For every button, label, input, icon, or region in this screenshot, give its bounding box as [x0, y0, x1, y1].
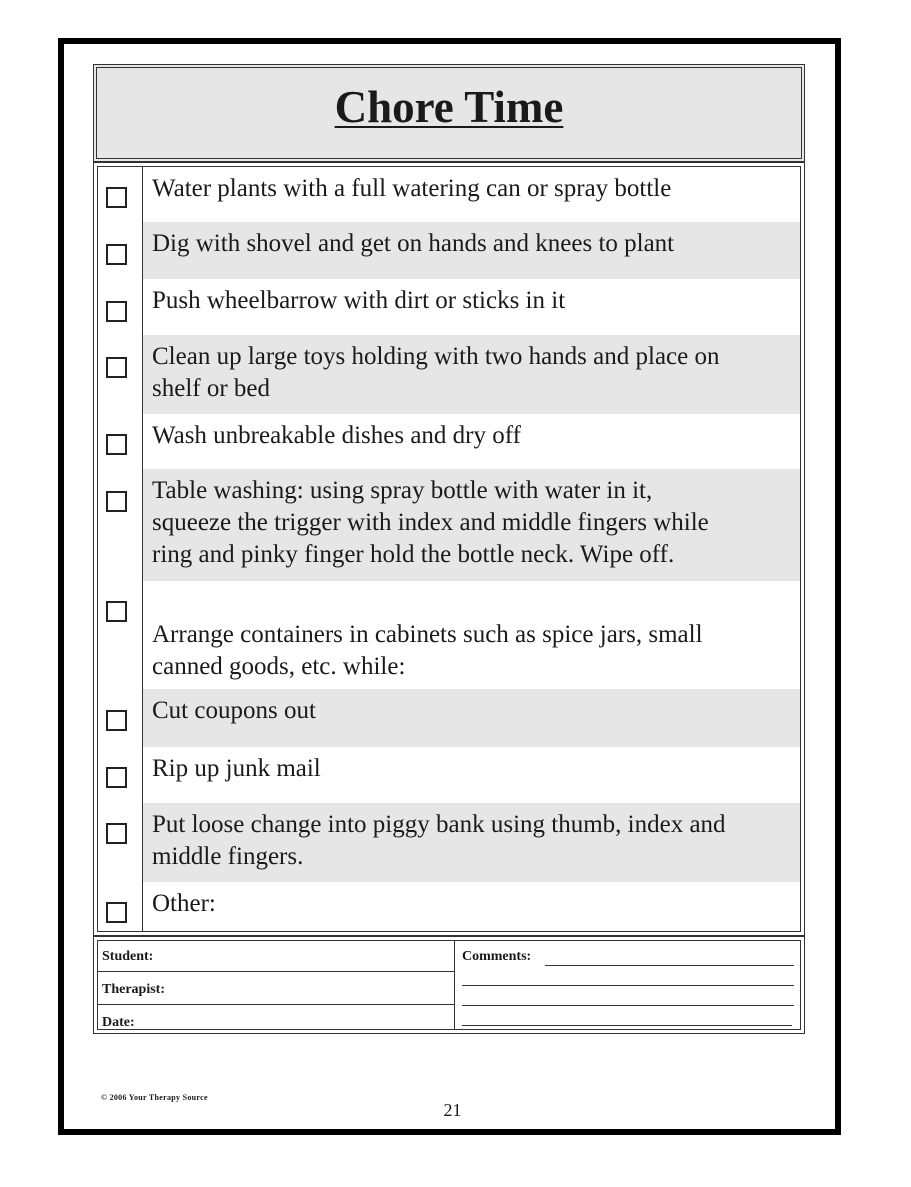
checkbox-icon[interactable]	[106, 823, 127, 844]
chore-text: Other:	[152, 890, 216, 917]
chore-row	[98, 469, 800, 581]
checkbox-icon[interactable]	[106, 491, 127, 512]
chore-row	[98, 222, 800, 279]
chore-row	[98, 167, 800, 222]
comment-line[interactable]	[462, 1005, 794, 1006]
chore-text: Rip up junk mail	[152, 755, 321, 782]
chore-list	[93, 162, 805, 936]
title-box	[93, 64, 805, 162]
chore-row	[98, 689, 800, 747]
checkbox-icon[interactable]	[106, 710, 127, 731]
checkbox-icon[interactable]	[106, 244, 127, 265]
checkbox-icon[interactable]	[106, 434, 127, 455]
chore-text: Dig with shovel and get on hands and knees to plant	[152, 230, 675, 257]
checkbox-icon[interactable]	[106, 187, 127, 208]
date-field[interactable]: Date:	[102, 1015, 135, 1030]
chore-text: Water plants with a full watering can or spray bottle	[152, 175, 672, 202]
chore-text: Table washing: using spray bottle with water in it, squeeze the trigger with index and middle fingers while ring and pinky finger hold the bottle neck. Wipe off.	[152, 477, 709, 568]
chore-text: Clean up large toys holding with two hands and place on shelf or bed	[152, 343, 720, 402]
chore-row	[98, 803, 800, 882]
chore-row	[98, 747, 800, 803]
chore-row	[98, 581, 800, 689]
chore-text-main: Arrange containers in cabinets such as spice jars, small canned goods, etc. while:	[152, 621, 703, 680]
checkbox-icon[interactable]	[106, 301, 127, 322]
chore-text: Put loose change into piggy bank using thumb, index and middle fingers.	[152, 811, 726, 870]
footer-divider	[454, 941, 455, 1029]
chore-text: Push wheelbarrow with dirt or sticks in it	[152, 287, 566, 314]
checkbox-icon[interactable]	[106, 767, 127, 788]
checkbox-icon[interactable]	[106, 601, 127, 622]
checkbox-icon[interactable]	[106, 902, 127, 923]
copyright-notice: © 2006 Your Therapy Source	[101, 1093, 208, 1102]
chore-row	[98, 335, 800, 414]
comment-line[interactable]	[462, 985, 794, 986]
comments-field[interactable]: Comments:	[462, 949, 532, 964]
signature-table	[93, 936, 805, 1034]
page-title: Chore Time	[334, 82, 564, 132]
chore-row	[98, 882, 800, 934]
comment-line[interactable]	[462, 1025, 792, 1026]
chore-row	[98, 279, 800, 335]
therapist-field[interactable]: Therapist:	[102, 982, 165, 997]
chore-text: Wash unbreakable dishes and dry off	[152, 422, 521, 449]
comment-line[interactable]	[545, 965, 794, 966]
student-field[interactable]: Student:	[102, 949, 154, 964]
chore-row	[98, 414, 800, 469]
page-number: 21	[443, 1100, 462, 1120]
checkbox-icon[interactable]	[106, 357, 127, 378]
chore-text: Cut coupons out	[152, 697, 316, 724]
